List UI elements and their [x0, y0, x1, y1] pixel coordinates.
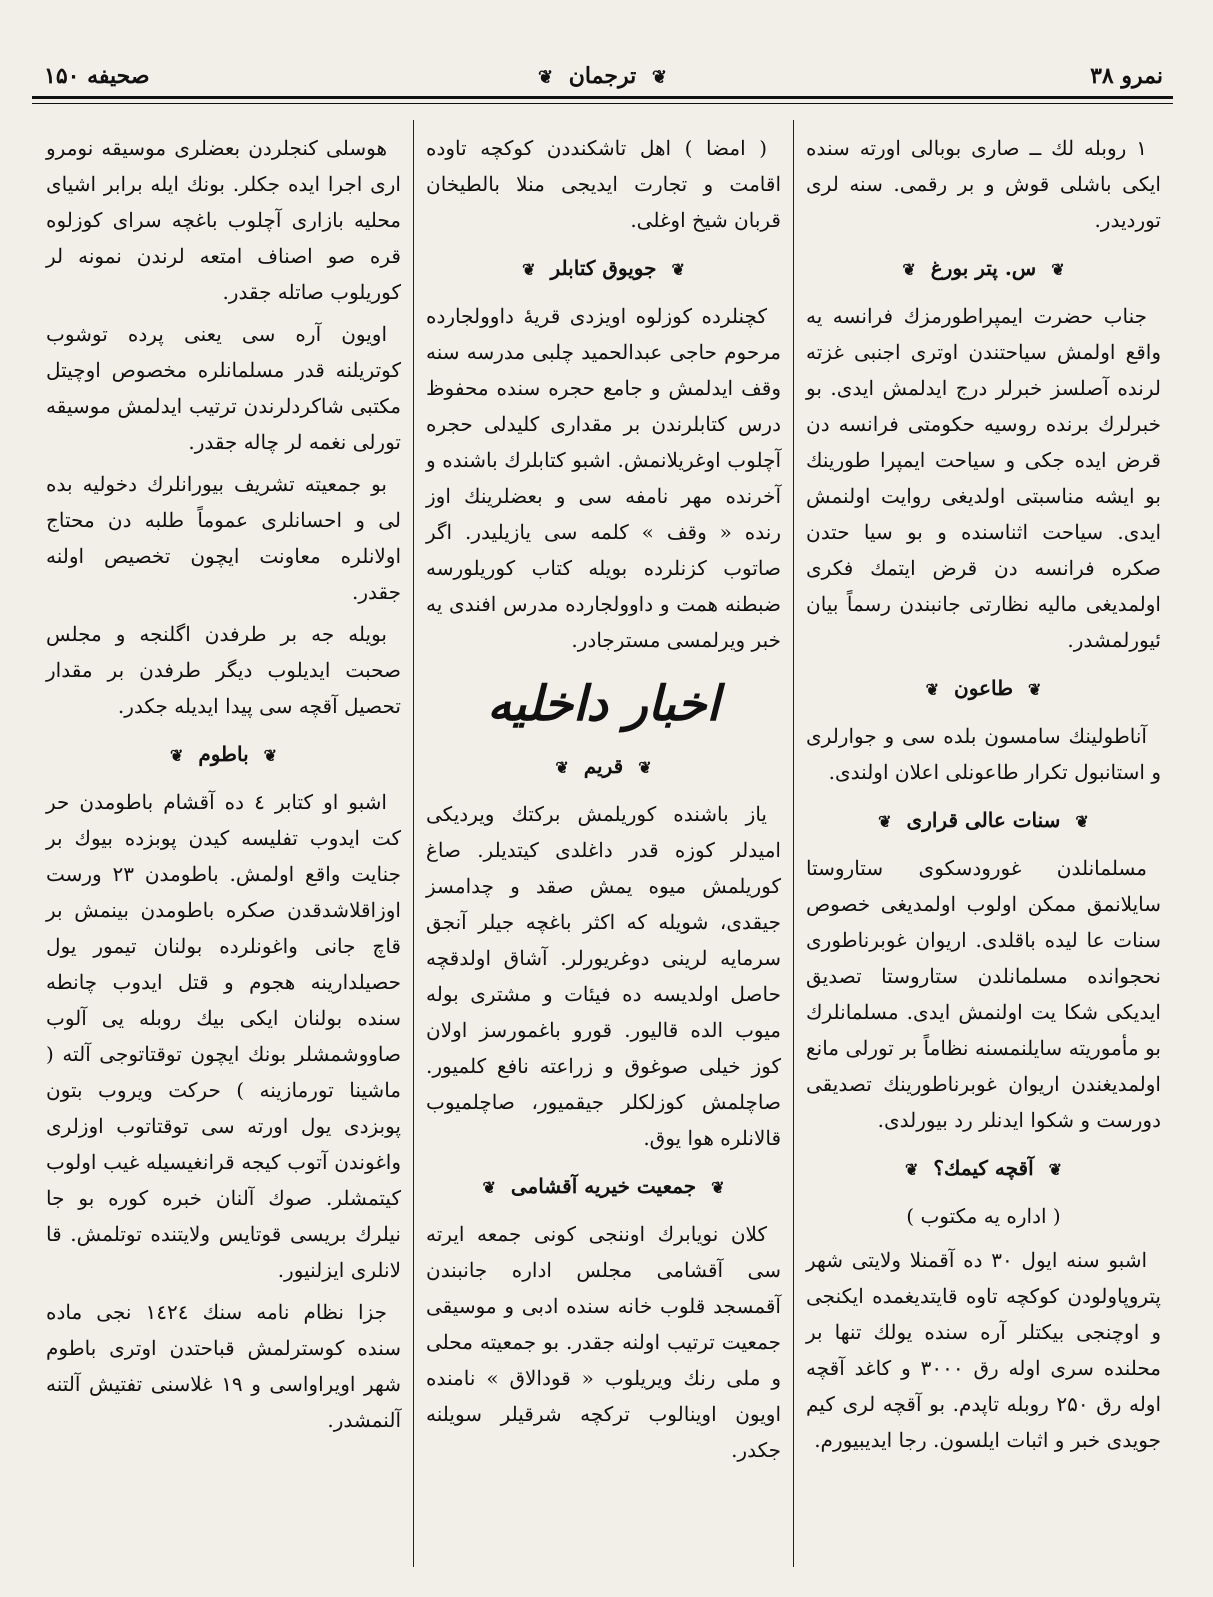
section-title: طاعون [954, 676, 1013, 700]
paragraph: هوسلی كنجلردن بعضلری موسیقه نومرو اری اجرا ایده جكلر. بونك ایله برابر اشیای محلیه بازاری آچلوب باغچه سرای كوزلوه قره صو اصناف امتعه لرندن نمونه لر كوریلوب صاتله جقدر. [46, 136, 401, 304]
paragraph: اویون آره سی یعنی پرده توشوب كوتریلنه قدر مسلمانلره مخصوص اوچیتل مكتبی شاكردلرندن ترتیب ایدلمش موسیقه تورلی نغمه لر چاله جقدر. [46, 322, 401, 454]
section-title: جمعیت خیریه آقشامی [510, 1174, 697, 1198]
ornament-icon: ❦ [904, 1160, 919, 1179]
paragraph: ۱ روبله لك ــ صاری بوبالی اورته سنده ایكی باشلی قوش و بر رقمی. سنه لری توردیدر. [806, 136, 1161, 232]
ornament-icon: ❦ [169, 746, 184, 765]
header-rule [32, 96, 1173, 99]
ornament-icon: ❦ [482, 1178, 496, 1197]
column-right [794, 120, 1173, 1567]
newspaper-title: ترجمان [568, 63, 637, 89]
ornament-icon: ❦ [263, 746, 278, 765]
paragraph: یاز باشنده كوریلمش بركتك ویردیكی امیدلر كوزه قدر داغلدی كیتدیلر. صاغ كوریلمش میوه یمش صقد و چدامسز جیقدی، شویله كه اكثر باغچه جیلر آنجق سرمایه لرینی دوغریورلر. آشاق اولدقچه حاصل اولدیسه ده فیئات و مشتری بوله میوب الده قالیور. قورو باغمورسز اولان كوز خیلی صوغوق و زراعته نافع كلمیور. صاچلمش كوزلكلر جیقمیور، صاچلمیوب قالانلره هوا یوق. [426, 802, 781, 1150]
ornament-icon: ❦ [638, 758, 652, 777]
section-heading-petersburg [806, 250, 1161, 288]
paragraph: بو جمعیته تشریف بیورانلرك دخولیه بده لی و احسانلری عموماً طلبه دن محتاج اولانلره معاونت ایچون تخصیص اولنه جقدر. [46, 472, 401, 604]
ornament-icon: ❦ [902, 260, 916, 279]
section-heading-senate [806, 802, 1161, 840]
ornament-icon: ❦ [711, 1178, 725, 1197]
ornament-icon: ❦ [522, 260, 536, 279]
ornament-icon: ❦ [925, 680, 940, 699]
ornament-icon: ❦ [555, 758, 569, 777]
paragraph: بویله جه بر طرفدن اگلنجه و مجلس صحبت ایدیلوب دیگر طرفدن بر مقدار تحصیل آقچه سی پیدا ایدیله جكدر. [46, 622, 401, 718]
ornament-icon: ❦ [1048, 1160, 1063, 1179]
section-title: باطوم [198, 742, 249, 766]
ornament-icon: ❦ [1075, 812, 1089, 831]
paragraph: اشبو او كتابر ٤ ده آقشام باطومدن حر كت ایدوب تفلیسه كیدن پوبزده بیوك بر جنایت واقع اولمش. باطومدن ۲۳ ورست اوزاقلاشدقدن صكره باطومدن بینمش بر قاچ جانی واغونلرده بولنان تیمور یول حصیلدارینه هجوم و قتل ایدوب چانطه سنده بولنان ایكی بیك روبله یی آلوب صاووشمشلر بونك ایچون توقتاتوجی آلته ( ماشینا تورمازینه ) حركت ویروب بتون پوبزدی یول اورته سی توقتاتوب اوزلری واغوندن آتوب كیجه قرانغیسیله غیب اولوب كیتمشلر. صوك آلنان خبره كوره بو جا نیلرك بریسی قوتایس ولایتنده توتلمش. قا لانلری ایزلنیور. [46, 790, 401, 1282]
section-title: س. پتر بورغ [930, 256, 1037, 280]
section-title: سنات عالی قراری [906, 808, 1061, 832]
columns [34, 120, 1173, 1567]
section-title: جویوق كتابلر [550, 256, 657, 280]
section-heading-books [426, 250, 781, 288]
section-heading-crimea [426, 748, 781, 786]
domestic-news-heading: اخبار داخلیه [487, 676, 720, 732]
ornament-icon: ❦ [1051, 260, 1065, 279]
paragraph: كلان نویابرك اوننجی كونی جمعه ایرته سی آقشامی مجلس اداره جانبندن آقمسجد قلوب خانه سنده ادبی و موسیقی جمعیت ترتیب اولنه جقدر. بو جمعیته محلی و ملی رنك ویریلوب « قودالاق » نامنده اویون اوینالوب تركچه شرقیلر سویلنه جكدر. [426, 1222, 781, 1462]
paragraph: ( امضا ) اهل تاشكنددن كوكچه تاوده اقامت و تجارت ایدیجی منلا بالطیخان قربان شیخ اوغلی. [426, 136, 781, 232]
paragraph: جزا نظام نامه سنك ۱٤۲٤ نجی ماده سنده كوسترلمش قباحتدن اوتری باطوم شهر اویراواسی و ۱۹ غلاسنی تفتیش آلتنه آلنمشدر. [46, 1300, 401, 1432]
issue-number: نمرو ۳۸ [1090, 63, 1163, 89]
section-heading-charity [426, 1168, 781, 1206]
page-header [32, 55, 1173, 100]
ornament-icon: ❦ [538, 67, 554, 88]
paragraph: اشبو سنه ایول ۳۰ ده آقمنلا ولایتی شهر پتروپاولودن كوكچه تاوه قایتدیغمده ایكنجی و اوچنجی بیكتلر آره سنده یولك تنها بر محلنده سری اوله رق ۳۰۰۰ و كاغد آقچه اوله رق ۲۵۰ روبله تاپدم. بو آقچه لری كیم جویدی خبر و اثبات ایلسون. رجا ایدیبیورم. [806, 1248, 1162, 1452]
section-heading-plague [806, 670, 1161, 708]
ornament-icon: ❦ [671, 260, 685, 279]
masthead [32, 63, 1173, 89]
page-number: صحیفه ۱۵۰ [44, 63, 150, 89]
paragraph: كچنلرده كوزلوه اویزدی قریهٔ داوولجارده مرحوم حاجی عبدالحمید چلبی مدرسه سنه وقف ایدلمش و جامع حجره سنده محفوظ درس كتابلرندن بر مقداری كلیدلی حجره آچلوب اوغریلانمش. اشبو كتابلرك باشنده و آخرنده مهر نامفه سی و بعضلرینك اوز رنده « وقف » كلمه سی یازیلیدر. اگر صاتوب كزنلرده بویله كتاب كوریلورسه ضبطنه همت و داوولجارده مدرس افندی یه خبر ویرلمسی مسترجادر. [426, 304, 781, 652]
section-heading-money [806, 1150, 1161, 1188]
section-heading-batumi [46, 736, 401, 774]
column-middle [414, 120, 794, 1567]
column-left [34, 120, 414, 1567]
paragraph: آناطولینك سامسون بلده سی و جوارلری و استانبول تكرار طاعونلی اعلان اولندی. [806, 724, 1161, 784]
paragraph: جناب حضرت ایمپراطورمزك فرانسه یه واقع اولمش سیاحتندن اوتری اجنبی غزته لرنده آصلسز خبرلر درج ایدلمش ایدی. بو خبرلرك برنده روسیه حكومتی فرانسه دن قرض ایده جكی و سیاحت ایمپرا طورینك بو ایشه مناسبتی اولدیغی روایت اولنمش ایدی. سیاحت اثناسنده و بو سیا حتدن صكره فرانسه دن قرض ایتمك فكری اولمدیغی مالیه نظارتی جانبندن رسماً بیان ئیورلمشدر. [806, 304, 1161, 652]
section-title: قریم [583, 754, 624, 778]
section-title: آقچه كیمك؟ [933, 1156, 1034, 1180]
paragraph: مسلمانلدن غورودسكوی ستاروستا سایلانمق ممكن اولوب اولمدیغی خصوص سنات عا لیده باقلدی. اریوان غوبرناطوری نحجوانده مسلمانلدن ستاروستا تصدیق ایدیكی شكا یت اولنمش ایدی. مسلمانلرك بو مأموریته سایلنمسنه نظاماً بر تورلی مانع اولمدیغندن اریوان غوبرناطورینك تصدیقی دورست و شكوا ایدنلر رد بیورلدی. [806, 856, 1161, 1132]
header-rule-thin [32, 103, 1173, 104]
section-subtitle: ( اداره یه مكتوب ) [906, 1204, 1061, 1228]
ornament-icon: ❦ [1027, 680, 1042, 699]
ornament-icon: ❦ [651, 67, 667, 88]
ornament-icon: ❦ [878, 812, 892, 831]
